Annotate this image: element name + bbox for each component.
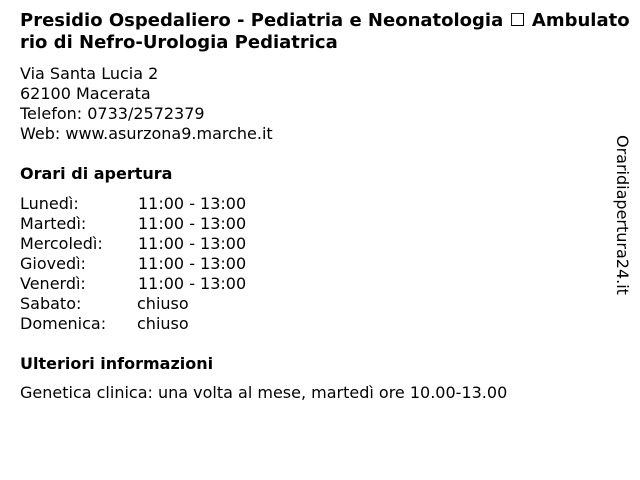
time-value: chiuso	[137, 314, 189, 333]
phone-number: Telefon: 0733/2572379	[20, 104, 205, 123]
day-label: Martedì:	[20, 214, 87, 233]
day-label: Lunedì:	[20, 194, 79, 213]
time-value: chiuso	[137, 294, 189, 313]
opening-hours-heading: Orari di apertura	[20, 164, 173, 183]
additional-info-heading: Ulteriori informazioni	[20, 354, 214, 373]
additional-info-text: Genetica clinica: una volta al mese, martedì ore 10.00-13.00	[20, 383, 508, 402]
time-value: 11:00 - 13:00	[138, 254, 247, 273]
time-value: 11:00 - 13:00	[138, 274, 247, 293]
time-value: 11:00 - 13:00	[138, 234, 247, 253]
day-label: Domenica:	[20, 314, 107, 333]
website-text: Web: www.asurzona9.marche.it	[20, 124, 273, 143]
time-value: 11:00 - 13:00	[138, 214, 247, 233]
day-label: Giovedì:	[20, 254, 86, 273]
day-label: Venerdì:	[20, 274, 86, 293]
day-label: Sabato:	[20, 294, 82, 313]
time-value: 11:00 - 13:00	[138, 194, 247, 213]
street-address: Via Santa Lucia 2	[20, 64, 159, 83]
day-label: Mercoledì:	[20, 234, 103, 253]
city-address: 62100 Macerata	[20, 84, 151, 103]
page-title: Presidio Ospedaliero - Pediatria e Neonatologia ☐ Ambulatorio di Nefro-Urologia Pediatrica	[20, 10, 630, 53]
site-watermark: Oraridiapertura24.it	[613, 135, 632, 295]
address-block	[20, 64, 273, 144]
